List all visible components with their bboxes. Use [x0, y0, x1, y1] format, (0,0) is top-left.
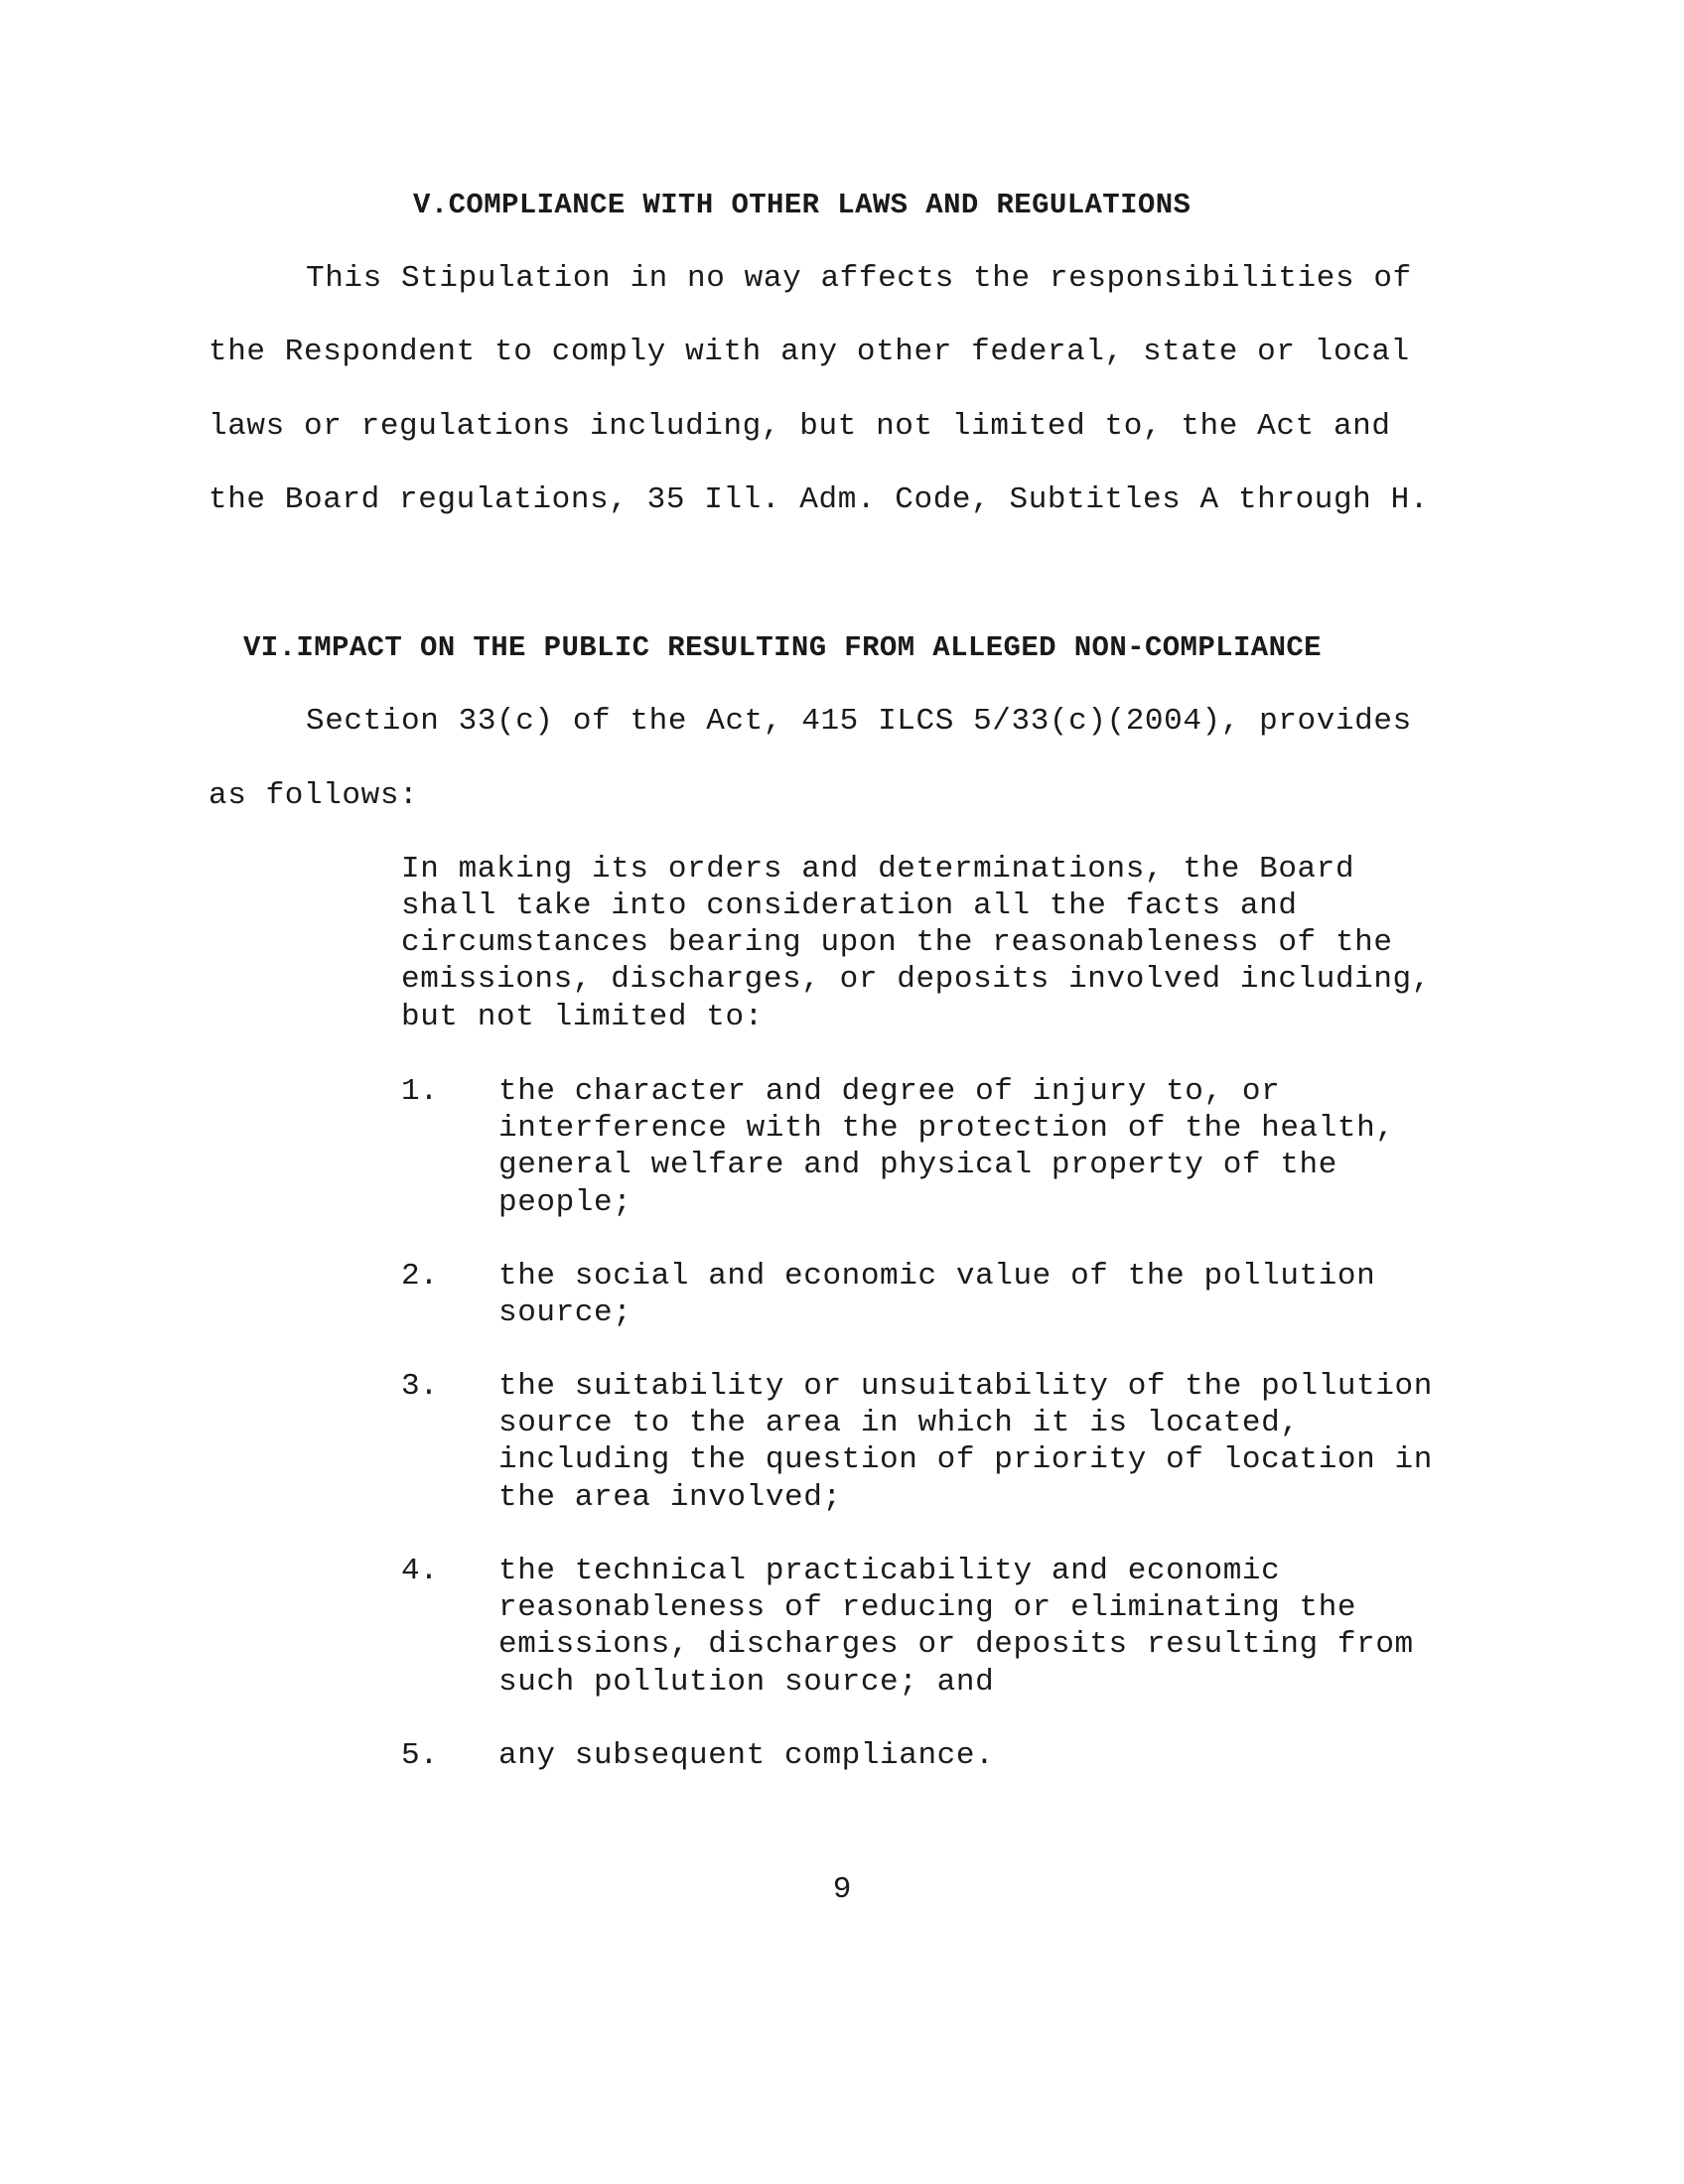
item-line: interference with the protection of the health,: [498, 1111, 1395, 1146]
section-v-heading: V.COMPLIANCE WITH OTHER LAWS AND REGULATIONS: [413, 189, 1192, 221]
item-number: 1.: [401, 1074, 439, 1109]
item-line: the area involved;: [498, 1480, 842, 1515]
page-number: 9: [832, 1872, 852, 1907]
paragraph-line: as follows:: [209, 778, 419, 813]
item-line: the technical practicability and economic: [498, 1554, 1281, 1588]
item-number: 3.: [401, 1369, 439, 1404]
quote-line: circumstances bearing upon the reasonableness of the: [401, 925, 1393, 960]
paragraph-line: the Board regulations, 35 Ill. Adm. Code, Subtitles A through H.: [209, 482, 1429, 517]
quote-line: shall take into consideration all the facts and: [401, 888, 1298, 923]
item-line: source to the area in which it is located,: [498, 1406, 1300, 1440]
item-number: 5.: [401, 1738, 439, 1773]
item-line: reasonableness of reducing or eliminating the: [498, 1590, 1357, 1625]
paragraph-line: This Stipulation in no way affects the responsibilities of: [306, 261, 1412, 296]
item-line: emissions, discharges or deposits resulting from: [498, 1627, 1414, 1662]
item-line: general welfare and physical property of the: [498, 1148, 1337, 1182]
paragraph-line: Section 33(c) of the Act, 415 ILCS 5/33(c)(2004), provides: [306, 704, 1412, 739]
item-line: including the question of priority of location in: [498, 1442, 1433, 1477]
item-line: such pollution source; and: [498, 1665, 995, 1700]
item-line: the suitability or unsuitability of the pollution: [498, 1369, 1433, 1404]
item-line: the social and economic value of the pollution: [498, 1259, 1376, 1294]
item-line: people;: [498, 1185, 632, 1220]
item-line: source;: [498, 1296, 632, 1330]
section-vi-heading: VI.IMPACT ON THE PUBLIC RESULTING FROM ALLEGED NON-COMPLIANCE: [243, 631, 1322, 664]
item-line: any subsequent compliance.: [498, 1738, 995, 1773]
item-number: 2.: [401, 1259, 439, 1294]
quote-line: but not limited to:: [401, 1000, 764, 1034]
paragraph-line: laws or regulations including, but not limited to, the Act and: [209, 409, 1391, 444]
paragraph-line: the Respondent to comply with any other federal, state or local: [209, 335, 1410, 369]
item-number: 4.: [401, 1554, 439, 1588]
quote-line: In making its orders and determinations, the Board: [401, 852, 1355, 887]
quote-line: emissions, discharges, or deposits involved including,: [401, 962, 1431, 997]
item-line: the character and degree of injury to, or: [498, 1074, 1281, 1109]
